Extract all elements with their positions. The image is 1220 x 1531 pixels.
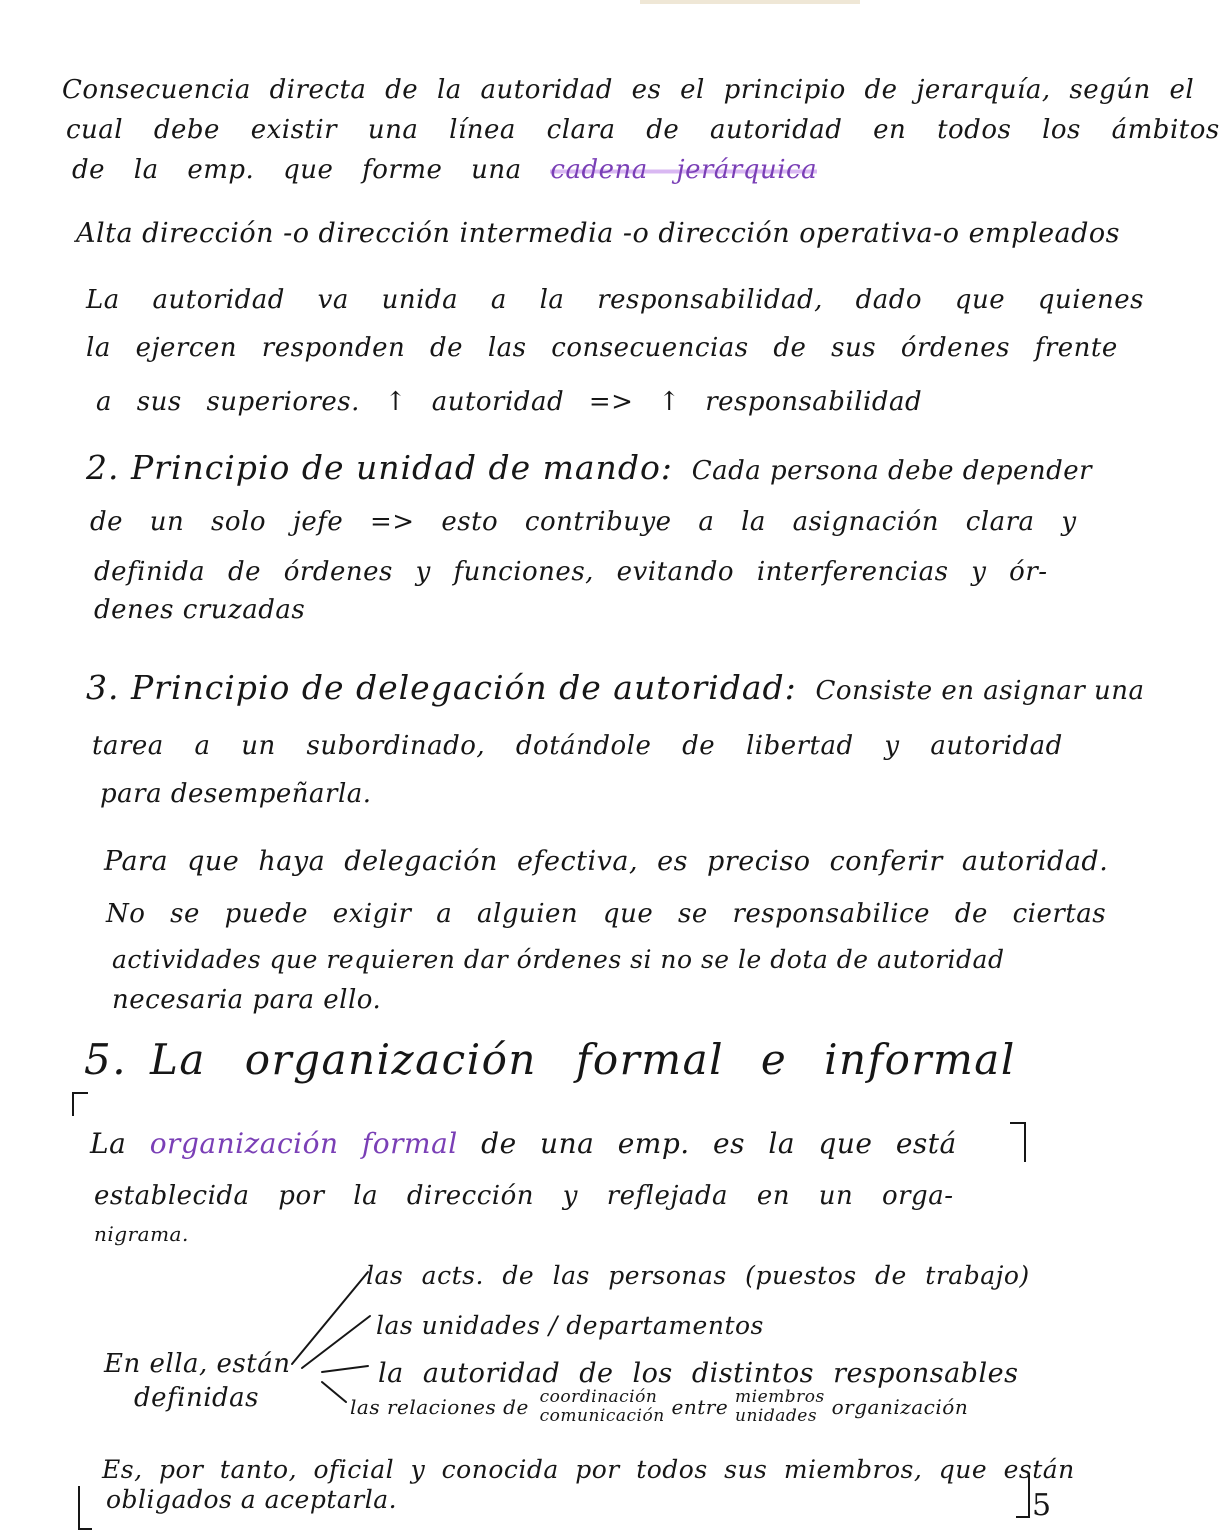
para2-line2: la ejercen responden de las consecuencias de sus órdenes frente (86, 333, 1118, 363)
item4-organizacion: organización (831, 1395, 969, 1419)
para2-line3: a sus superiores. ↑ autoridad => ↑ responsabilidad (96, 387, 923, 417)
para1-line1: Consecuencia directa de la autoridad es el principio de jerarquía, según el (62, 75, 1195, 105)
item4-comunicacion: comunicación (539, 1406, 665, 1426)
branch-line-4 (322, 1382, 346, 1402)
item4-pre: las relaciones de (350, 1395, 529, 1419)
para1-line2: cual debe existir una línea clara de autoridad en todos los ámbitos (66, 115, 1220, 145)
principle2-line2: de un solo jefe => esto contribuye a la asignación clara y (90, 507, 1077, 537)
defined-item-1: las acts. de las personas (puestos de trabajo) (366, 1261, 1030, 1290)
principle2-text: Cada persona debe depender (691, 456, 1093, 486)
principle3-title: 3. Principio de delegación de autoridad: (86, 668, 797, 707)
principle2-line4: denes cruzadas (94, 595, 306, 625)
defined-label-line1: En ella, están (104, 1349, 291, 1379)
principle3-line2: tarea a un subordinado, dotándole de libertad y autoridad (92, 731, 1063, 761)
section5-title-mid: organización (244, 1035, 537, 1084)
bracket-bottom-right (1016, 1474, 1030, 1518)
defined-item-4 (350, 1388, 968, 1426)
bracket-bottom-left (78, 1486, 92, 1530)
section5-title-post: formal e informal (575, 1035, 1016, 1084)
para3-line3: actividades que requieren dar órdenes si no se le dota de autoridad (112, 945, 1005, 974)
item4-miembros: miembros (735, 1387, 825, 1407)
para3-line2: No se puede exigir a alguien que se responsabilice de ciertas (106, 899, 1107, 929)
branch-line-3 (322, 1366, 368, 1372)
highlight-cadena-jerarquica: cadena jerárquica (550, 155, 818, 185)
section5-number: 5. (84, 1035, 128, 1084)
formal-line3: nigrama. (94, 1222, 189, 1246)
para2-line1: La autoridad va unida a la responsabilidad, dado que quienes (86, 285, 1144, 315)
formal-org-term: organización formal (149, 1127, 458, 1160)
item4-entre: entre (671, 1395, 729, 1419)
para3-line1: Para que haya delegación efectiva, es preciso conferir autoridad. (104, 846, 1109, 877)
hierarchy-chain: Alta dirección -o dirección intermedia -o dirección operativa-o empleados (76, 218, 1121, 249)
formal-line1-post: de una emp. es la que está (481, 1127, 957, 1160)
branch-line-2 (302, 1316, 370, 1368)
para3-line4: necesaria para ello. (112, 985, 382, 1015)
item4-unidades: unidades (735, 1406, 818, 1426)
principle2-title: 2. Principio de unidad de mando: (86, 448, 673, 487)
conclusion-line2: obligados a aceptarla. (106, 1485, 398, 1514)
section5-title-pre: La (149, 1035, 206, 1084)
defined-item-3: la autoridad de los distintos responsables (378, 1358, 1019, 1389)
defined-label-line2: definidas (134, 1383, 260, 1413)
formal-line2: establecida por la dirección y reflejada en un orga- (94, 1181, 954, 1211)
conclusion-line1: Es, por tanto, oficial y conocida por todos sus miembros, que están (102, 1455, 1075, 1484)
page-number: 5 (1032, 1488, 1052, 1523)
principle3-text: Consiste en asignar una (815, 676, 1145, 706)
principle3-line3: para desempeñarla. (100, 779, 372, 809)
defined-item-2: las unidades / departamentos (376, 1311, 764, 1340)
formal-line1-pre: La (90, 1127, 127, 1160)
principle2-line3: definida de órdenes y funciones, evitando interferencias y ór- (94, 557, 1048, 587)
item4-coordinacion: coordinación (539, 1387, 658, 1407)
para1-line3-text: de la emp. que forme una (72, 155, 522, 185)
branch-line-1 (292, 1272, 368, 1364)
